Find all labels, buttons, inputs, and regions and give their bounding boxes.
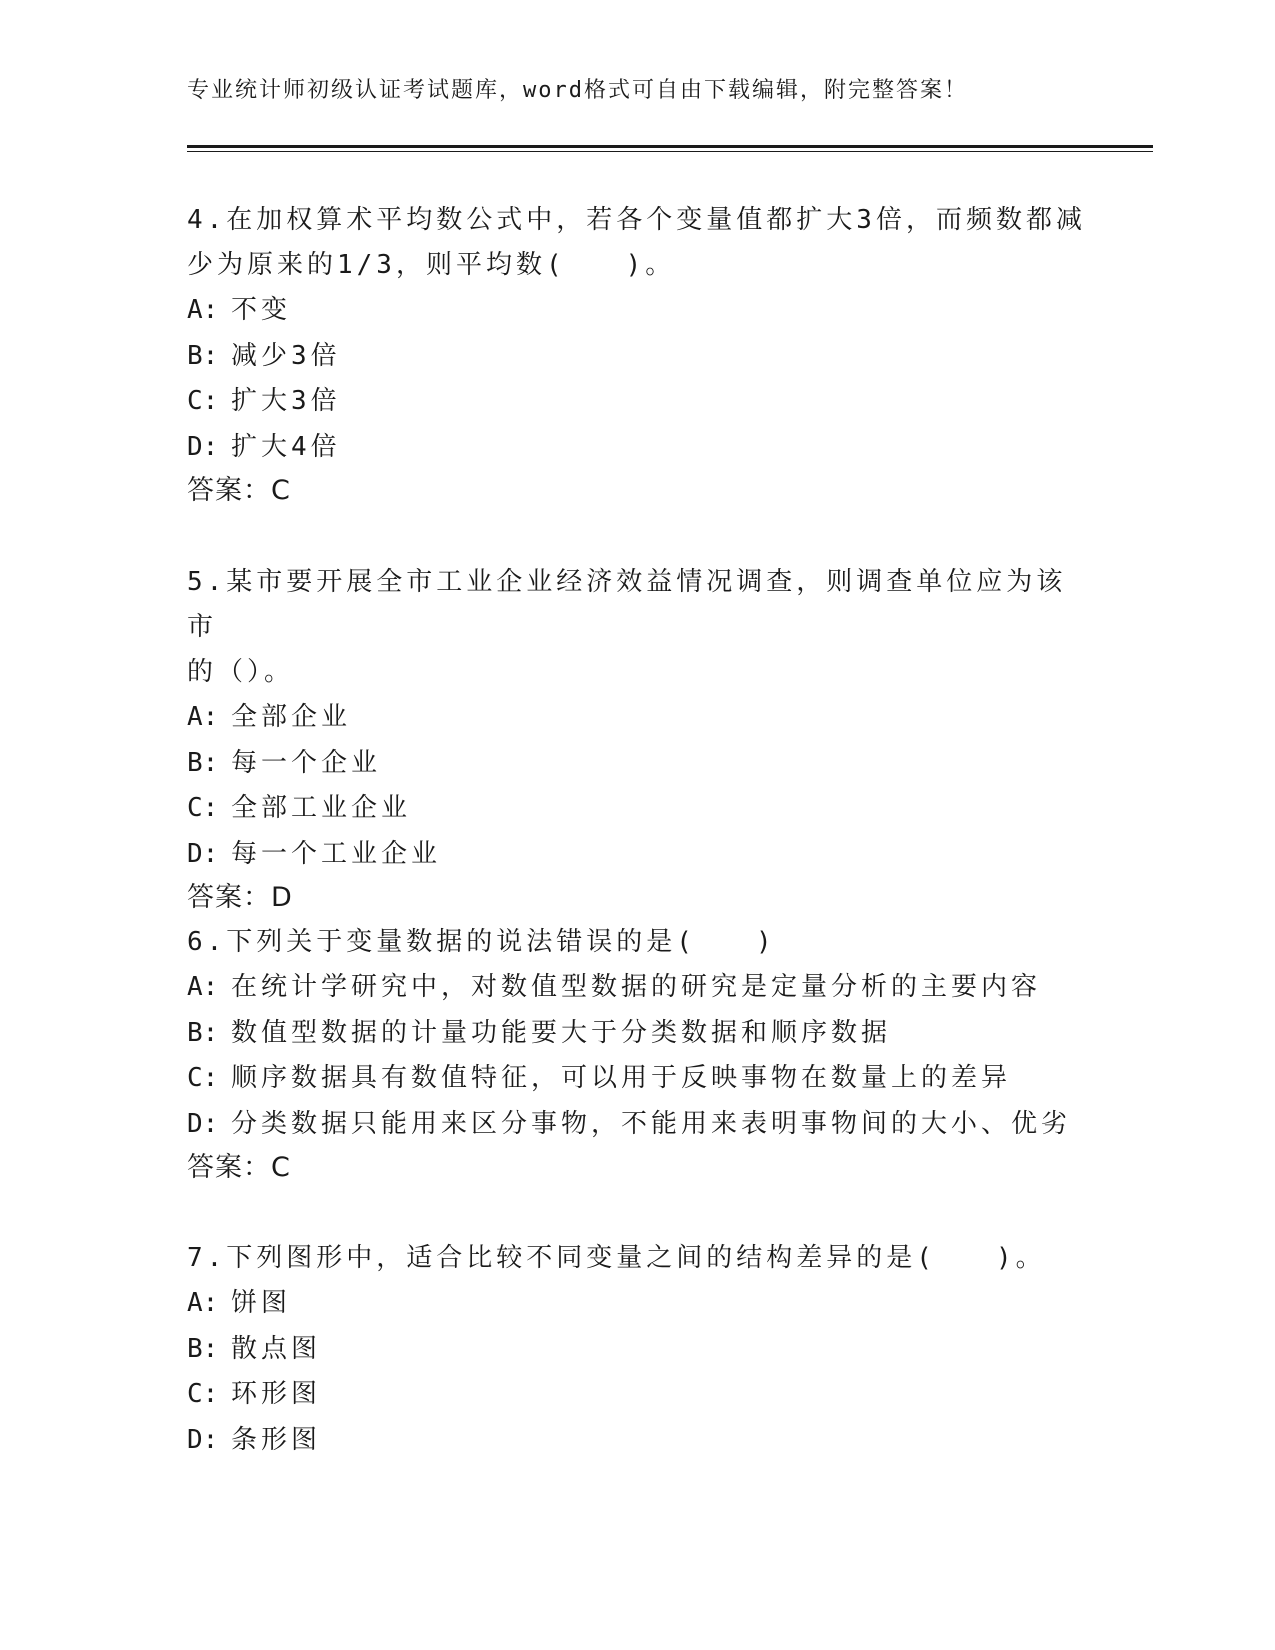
question-7 <box>187 1236 1087 1463</box>
option-text: 在统计学研究中，对数值型数据的研究是定量分析的主要内容 <box>231 972 1042 1002</box>
answer-label: 答案： <box>187 882 271 913</box>
question-stem-line: 7.下列图形中，适合比较不同变量之间的结构差异的是( )。 <box>187 1243 1046 1273</box>
option-letter: D: <box>187 1424 219 1455</box>
option-letter: A: <box>187 1288 219 1318</box>
option-letter: B: <box>187 1333 219 1364</box>
option-letter: D: <box>187 1108 219 1139</box>
option-d <box>187 1102 1087 1148</box>
question-stem <box>187 560 1087 695</box>
option-d <box>187 1418 1087 1464</box>
question-4 <box>187 198 1087 514</box>
answer-line <box>187 468 1087 514</box>
option-text: 每一个企业 <box>231 747 382 778</box>
option-text: 减少3倍 <box>231 340 341 371</box>
option-text: 扩大3倍 <box>231 386 341 416</box>
option-b <box>187 1011 1087 1057</box>
question-stem <box>187 1236 1087 1281</box>
question-stem <box>187 920 1087 965</box>
option-d <box>187 832 1087 878</box>
option-a <box>187 965 1087 1011</box>
option-a <box>187 1281 1087 1327</box>
question-stem-line: 的（）。 <box>187 657 295 687</box>
option-text: 分类数据只能用来区分事物，不能用来表明事物间的大小、优劣 <box>231 1108 1072 1139</box>
answer-value: C <box>271 475 290 506</box>
question-stem <box>187 198 1087 288</box>
option-letter: B: <box>187 1017 219 1048</box>
option-letter: C: <box>187 386 219 416</box>
option-text: 全部企业 <box>231 702 352 732</box>
option-c <box>187 379 1087 425</box>
option-a <box>187 695 1087 741</box>
option-text: 条形图 <box>231 1424 322 1455</box>
option-letter: A: <box>187 295 219 325</box>
option-letter: A: <box>187 972 219 1002</box>
answer-value: C <box>271 1152 290 1183</box>
option-text: 饼图 <box>231 1288 292 1318</box>
header-rule-thin <box>187 151 1153 152</box>
question-stem-line: 4.在加权算术平均数公式中，若各个变量值都扩大3倍，而频数都减 <box>187 205 1086 235</box>
option-text: 每一个工业企业 <box>231 838 442 869</box>
option-b <box>187 1327 1087 1373</box>
header-rule-thick <box>187 145 1153 148</box>
document-header: 专业统计师初级认证考试题库，word格式可自由下载编辑，附完整答案！ <box>187 78 968 103</box>
option-text: 数值型数据的计量功能要大于分类数据和顺序数据 <box>231 1017 892 1048</box>
option-b <box>187 334 1087 380</box>
option-text: 散点图 <box>231 1333 322 1364</box>
question-stem-line: 6.下列关于变量数据的说法错误的是( ) <box>187 927 776 957</box>
option-letter: B: <box>187 340 219 371</box>
answer-value: D <box>271 882 292 913</box>
option-c <box>187 786 1087 832</box>
option-letter: C: <box>187 793 219 823</box>
option-b <box>187 741 1087 787</box>
option-a <box>187 288 1087 334</box>
answer-line <box>187 875 1087 921</box>
option-d <box>187 425 1087 471</box>
option-letter: C: <box>187 1063 219 1093</box>
option-c <box>187 1372 1087 1418</box>
option-letter: D: <box>187 838 219 869</box>
option-c <box>187 1056 1087 1102</box>
option-letter: A: <box>187 702 219 732</box>
option-letter: C: <box>187 1379 219 1409</box>
option-letter: B: <box>187 747 219 778</box>
answer-line <box>187 1145 1087 1191</box>
option-text: 不变 <box>231 295 292 325</box>
question-stem-line: 5.某市要开展全市工业企业经济效益情况调查，则调查单位应为该市 <box>187 567 1067 642</box>
question-5 <box>187 560 1087 921</box>
question-6 <box>187 920 1087 1191</box>
option-text: 顺序数据具有数值特征，可以用于反映事物在数量上的差异 <box>231 1063 1012 1093</box>
option-text: 全部工业企业 <box>231 793 412 823</box>
answer-label: 答案： <box>187 1152 271 1183</box>
option-letter: D: <box>187 431 219 462</box>
option-text: 扩大4倍 <box>231 431 341 462</box>
question-stem-line: 少为原来的1/3，则平均数( )。 <box>187 250 676 280</box>
answer-label: 答案： <box>187 475 271 506</box>
option-text: 环形图 <box>231 1379 322 1409</box>
